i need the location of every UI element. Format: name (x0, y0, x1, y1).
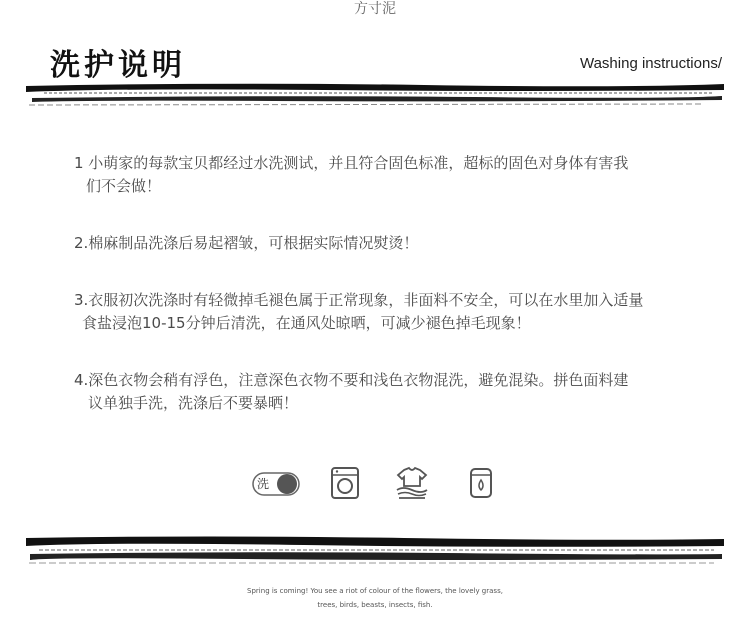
instruction-item (62, 232, 692, 255)
brush-divider-bottom (24, 532, 726, 566)
footer-line: Spring is coming! You see a riot of colour of the flowers, the lovely grass, (247, 587, 503, 595)
section-subtitle: Washing instructions/ (579, 55, 722, 72)
instruction-line: 食盐浸泡10-15分钟后清洗，在通风处晾晒，可减少褪色掉毛现象！ (82, 314, 531, 332)
wash-toggle-label: 洗 (257, 477, 270, 491)
care-icons (250, 466, 500, 506)
brush-divider-top (24, 78, 726, 108)
detergent-icon (468, 466, 494, 500)
instruction-line: 议单独手洗，洗涤后不要暴晒！ (88, 394, 299, 412)
top-caption: 方寸泥 (354, 1, 396, 17)
instruction-line: 3.衣服初次洗涤时有轻微掉毛褪色属于正常现象，非面料不安全，可以在水里加入适量 (74, 291, 644, 309)
hand-wash-icon (395, 466, 429, 500)
instruction-item (62, 289, 692, 335)
wash-toggle-icon (252, 472, 300, 496)
instruction-line: 1 小萌家的每款宝贝都经过水洗测试，并且符合固色标准，超标的固色对身体有害我 (74, 154, 629, 172)
instruction-item (62, 369, 692, 415)
instruction-line: 4.深色衣物会稍有浮色，注意深色衣物不要和浅色衣物混洗，避免混染。拼色面料建 (74, 371, 629, 389)
section-title: 洗护说明 (50, 48, 186, 83)
instructions-list (62, 152, 692, 449)
footer-text (0, 584, 750, 612)
instruction-line: 们不会做！ (86, 177, 162, 195)
instruction-line: 2.棉麻制品洗涤后易起褶皱，可根据实际情况熨烫！ (74, 234, 419, 252)
washing-machine-icon (330, 466, 360, 500)
instruction-item (62, 152, 692, 198)
footer-line: trees, birds, beasts, insects, fish. (317, 601, 433, 609)
